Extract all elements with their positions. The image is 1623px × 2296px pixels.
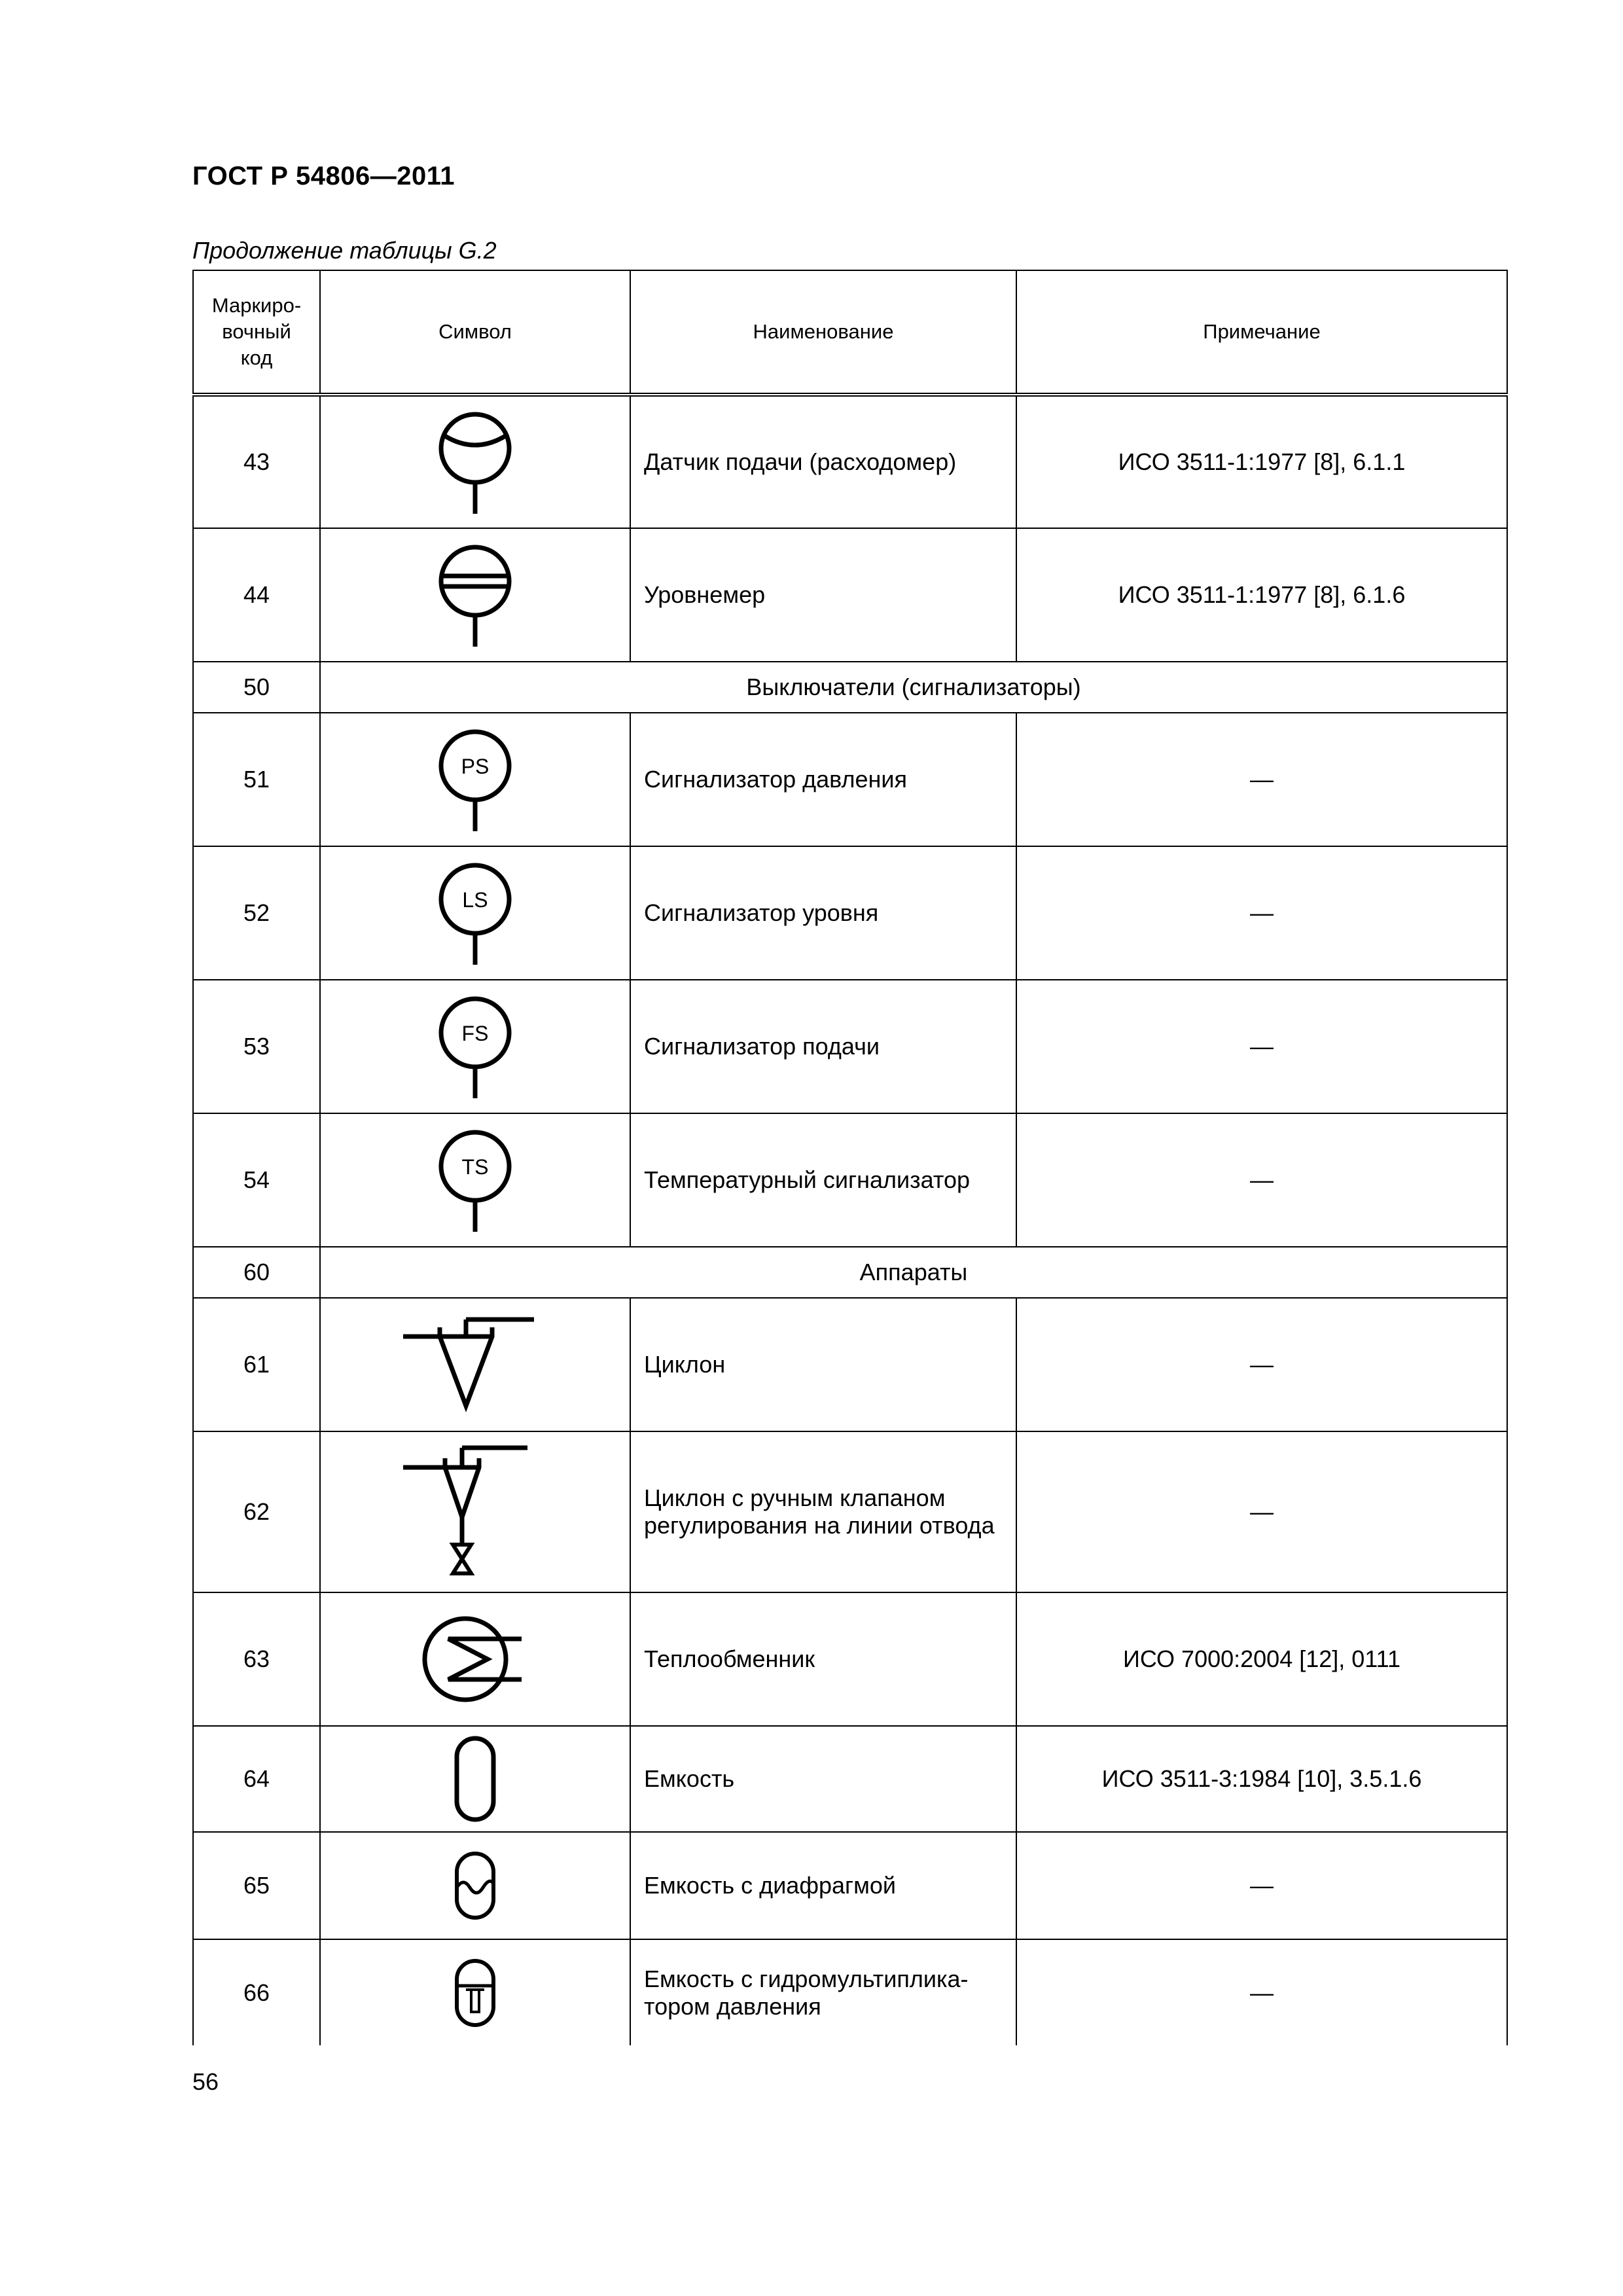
header-symbol: Символ [320, 270, 630, 395]
level-gauge-icon [429, 539, 521, 651]
symbol-cell [320, 1939, 630, 2045]
table-header-row [193, 270, 1507, 395]
symbol-cell [320, 846, 630, 980]
row-name: Сигнализатор давления [630, 713, 1016, 846]
row-note: — [1016, 1113, 1507, 1247]
symbol-cell [320, 1832, 630, 1939]
row-code: 51 [193, 713, 320, 846]
group-title: Аппараты [320, 1247, 1507, 1298]
table-row [193, 1431, 1507, 1592]
cyclone-with-valve-icon [397, 1440, 554, 1584]
row-name: Емкость [630, 1726, 1016, 1832]
symbol-cell [320, 1298, 630, 1431]
table-row [193, 1298, 1507, 1431]
row-note: ИСО 3511-3:1984 [10], 3.5.1.6 [1016, 1726, 1507, 1832]
row-note: ИСО 3511-1:1977 [8], 6.1.6 [1016, 528, 1507, 662]
row-code: 43 [193, 395, 320, 528]
header-code: Маркиро- вочный код [193, 270, 320, 395]
table-row [193, 1832, 1507, 1939]
row-note: ИСО 7000:2004 [12], 0111 [1016, 1592, 1507, 1726]
row-name: Уровнемер [630, 528, 1016, 662]
level-switch-icon [429, 857, 521, 969]
symbol-cell [320, 980, 630, 1113]
symbol-cell [320, 395, 630, 528]
group-row [193, 662, 1507, 713]
group-title: Выключатели (сигнализаторы) [320, 662, 1507, 713]
table-row [193, 1939, 1507, 2045]
symbol-cell [320, 1431, 630, 1592]
temperature-switch-icon [429, 1124, 521, 1236]
heat-exchanger-icon [419, 1610, 531, 1708]
flow-meter-icon [429, 406, 521, 518]
row-note: — [1016, 713, 1507, 846]
symbol-cell [320, 1592, 630, 1726]
row-name: Сигнализатор уровня [630, 846, 1016, 980]
row-code: 60 [193, 1247, 320, 1298]
vessel-icon [449, 1734, 501, 1823]
symbol-cell [320, 1726, 630, 1832]
symbol-cell [320, 1113, 630, 1247]
row-code: 54 [193, 1113, 320, 1247]
symbol-label: FS [461, 1022, 489, 1045]
symbol-cell [320, 528, 630, 662]
symbol-label: TS [461, 1155, 489, 1179]
row-name: Циклон [630, 1298, 1016, 1431]
document-header: ГОСТ Р 54806—2011 [192, 162, 455, 190]
row-note: — [1016, 1832, 1507, 1939]
table-row [193, 713, 1507, 846]
table-row [193, 528, 1507, 662]
pressure-switch-icon [429, 724, 521, 835]
row-code: 62 [193, 1431, 320, 1592]
table-caption: Продолжение таблицы G.2 [192, 237, 497, 264]
row-code: 65 [193, 1832, 320, 1939]
row-note: ИСО 3511-1:1977 [8], 6.1.1 [1016, 395, 1507, 528]
table-row [193, 1113, 1507, 1247]
symbol-label: LS [462, 888, 488, 912]
row-code: 53 [193, 980, 320, 1113]
row-code: 61 [193, 1298, 320, 1431]
table-row [193, 980, 1507, 1113]
row-name: Теплообменник [630, 1592, 1016, 1726]
symbol-label: PS [461, 755, 490, 778]
row-name: Датчик подачи (расходомер) [630, 395, 1016, 528]
row-name: Циклон с ручным клапаном регулирования на линии отвода [630, 1431, 1016, 1592]
row-name: Емкость с диафрагмой [630, 1832, 1016, 1939]
row-code: 52 [193, 846, 320, 980]
group-row [193, 1247, 1507, 1298]
table-row [193, 1592, 1507, 1726]
row-code: 63 [193, 1592, 320, 1726]
vessel-pressure-intensifier-icon [449, 1957, 501, 2029]
row-code: 66 [193, 1939, 320, 2045]
symbol-cell [320, 713, 630, 846]
row-note: — [1016, 1431, 1507, 1592]
page-number: 56 [192, 2068, 219, 2095]
row-code: 64 [193, 1726, 320, 1832]
table-row [193, 1726, 1507, 1832]
cyclone-icon [397, 1316, 554, 1414]
row-name: Сигнализатор подачи [630, 980, 1016, 1113]
row-code: 50 [193, 662, 320, 713]
row-note: — [1016, 846, 1507, 980]
vessel-diaphragm-icon [449, 1850, 501, 1922]
row-note: — [1016, 1939, 1507, 2045]
row-code: 44 [193, 528, 320, 662]
row-name: Температурный сигнализатор [630, 1113, 1016, 1247]
row-note: — [1016, 1298, 1507, 1431]
header-note: Примечание [1016, 270, 1507, 395]
table-row [193, 395, 1507, 528]
table-row [193, 846, 1507, 980]
symbols-table [192, 270, 1508, 2045]
row-note: — [1016, 980, 1507, 1113]
flow-switch-icon [429, 991, 521, 1102]
header-name: Наименование [630, 270, 1016, 395]
row-name: Емкость с гидромультиплика- тором давления [630, 1939, 1016, 2045]
